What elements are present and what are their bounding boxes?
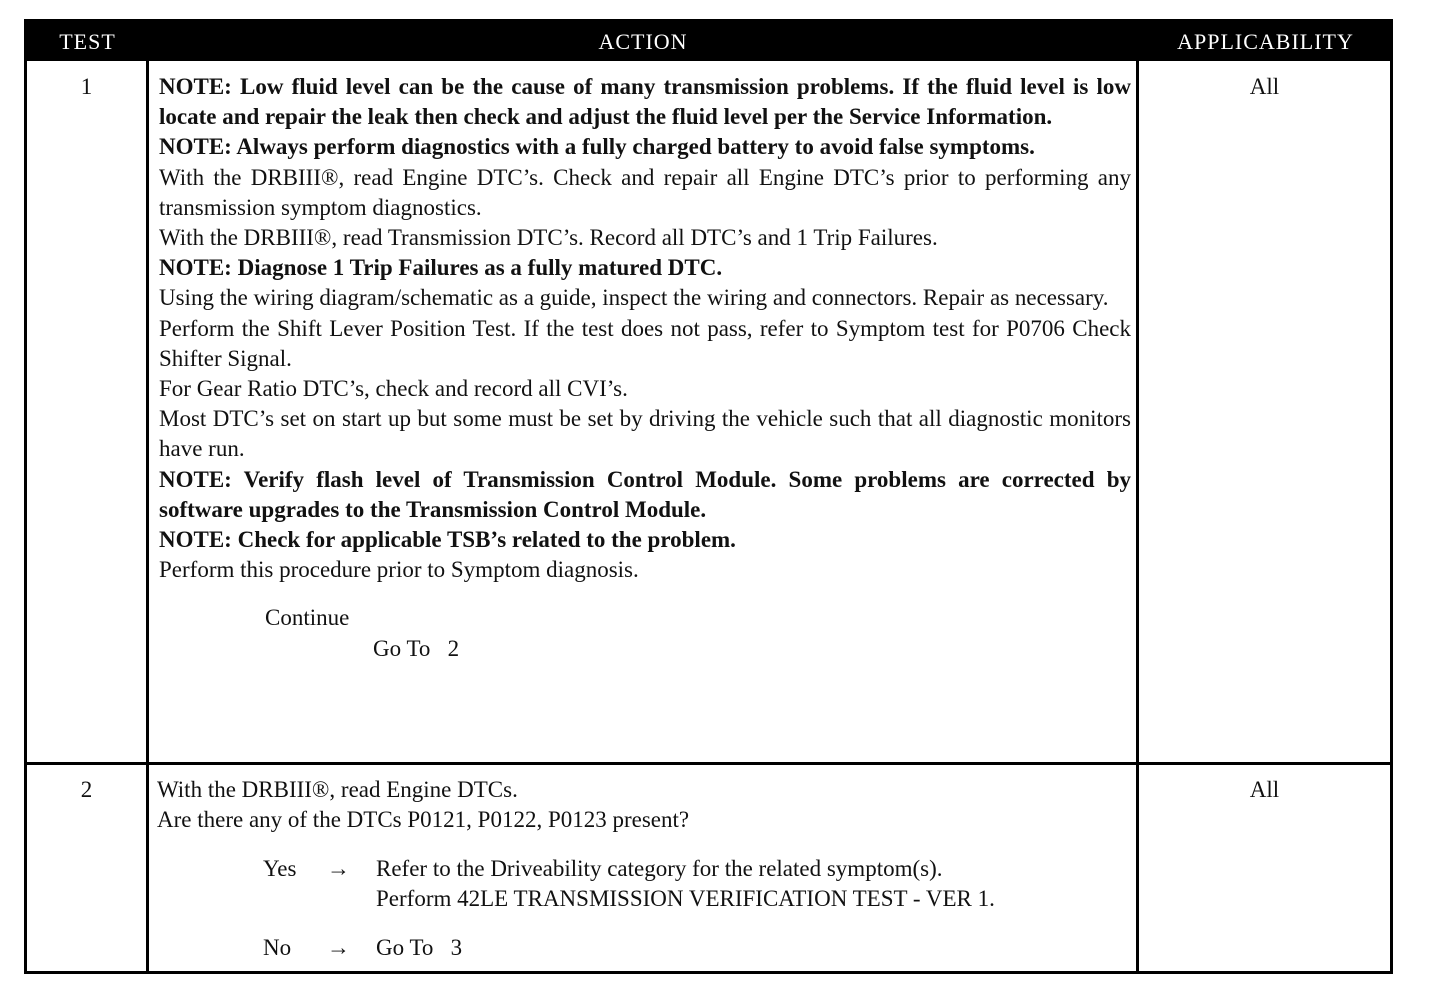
- step-wiring: Using the wiring diagram/schematic as a guide, inspect the wiring and connectors. Repair as necessary.: [159, 285, 1109, 311]
- note-low-fluid: NOTE: Low fluid level can be the cause of many transmission problems. If the fluid level is low locate and repair the leak then check and adjust the fluid level per the Service Information.: [159, 74, 1131, 130]
- question-dtcs-present: Are there any of the DTCs P0121, P0122, P0123 present?: [157, 807, 690, 833]
- header-action: ACTION: [598, 29, 688, 54]
- step-read-engine-dtcs: With the DRBIII®, read Engine DTCs.: [157, 777, 518, 802]
- yes-text-line-2: Perform 42LE TRANSMISSION VERIFICATION TEST - VER 1.: [376, 886, 995, 912]
- goto-2-link[interactable]: Go To 2: [373, 635, 460, 661]
- note-tsb: NOTE: Check for applicable TSB’s related to the problem.: [159, 527, 736, 553]
- row-2-test-number: 2: [80, 777, 93, 802]
- step-shift-lever: Perform the Shift Lever Position Test. If the test does not pass, refer to Symptom test for P0706 Check Shifter Signal.: [159, 315, 1131, 371]
- goto-3-link[interactable]: Go To 3: [376, 935, 463, 961]
- row-1-action: [159, 72, 1131, 664]
- no-arrow-icon: →: [327, 935, 350, 961]
- yes-option[interactable]: [157, 854, 1132, 884]
- note-trip-failures: NOTE: Diagnose 1 Trip Failures as a fully matured DTC.: [159, 255, 723, 281]
- continue-label: Continue: [265, 605, 350, 631]
- yes-text-line-1: Refer to the Driveability category for the related symptom(s).: [376, 856, 943, 882]
- yes-arrow-icon: →: [327, 856, 350, 882]
- row-1-applicability: All: [1249, 74, 1280, 99]
- row-2-applicability: All: [1249, 777, 1280, 802]
- step-transmission-dtcs: With the DRBIII®, read Transmission DTC’s. Record all DTC’s and 1 Trip Failures.: [159, 225, 938, 251]
- table-header: [27, 22, 1390, 61]
- step-startup-dtcs: Most DTC’s set on start up but some must be set by driving the vehicle such that all diagnostic monitors have run.: [159, 406, 1131, 462]
- header-applicability: APPLICABILITY: [1177, 29, 1354, 54]
- header-test: TEST: [59, 29, 116, 54]
- column-divider-2: [1136, 61, 1139, 971]
- note-battery: NOTE: Always perform diagnostics with a fully charged battery to avoid false symptoms.: [159, 134, 1035, 160]
- diagnostic-table: [24, 19, 1393, 974]
- row-divider: [27, 762, 1390, 765]
- step-prior-procedure: Perform this procedure prior to Symptom diagnosis.: [159, 557, 639, 583]
- no-label: No: [263, 935, 292, 961]
- column-divider-1: [146, 61, 149, 971]
- step-gear-ratio: For Gear Ratio DTC’s, check and record all CVI’s.: [159, 376, 628, 402]
- yes-label: Yes: [263, 856, 297, 882]
- row-2-action: [157, 775, 1132, 963]
- note-flash-level: NOTE: Verify flash level of Transmission Control Module. Some problems are corrected by software upgrades to the Transmission Control Module.: [159, 466, 1131, 522]
- step-engine-dtcs: With the DRBIII®, read Engine DTC’s. Check and repair all Engine DTC’s prior to performing any transmission symptom diagnostics.: [159, 164, 1131, 220]
- row-1-test-number: 1: [80, 74, 93, 99]
- no-option[interactable]: [157, 933, 1132, 963]
